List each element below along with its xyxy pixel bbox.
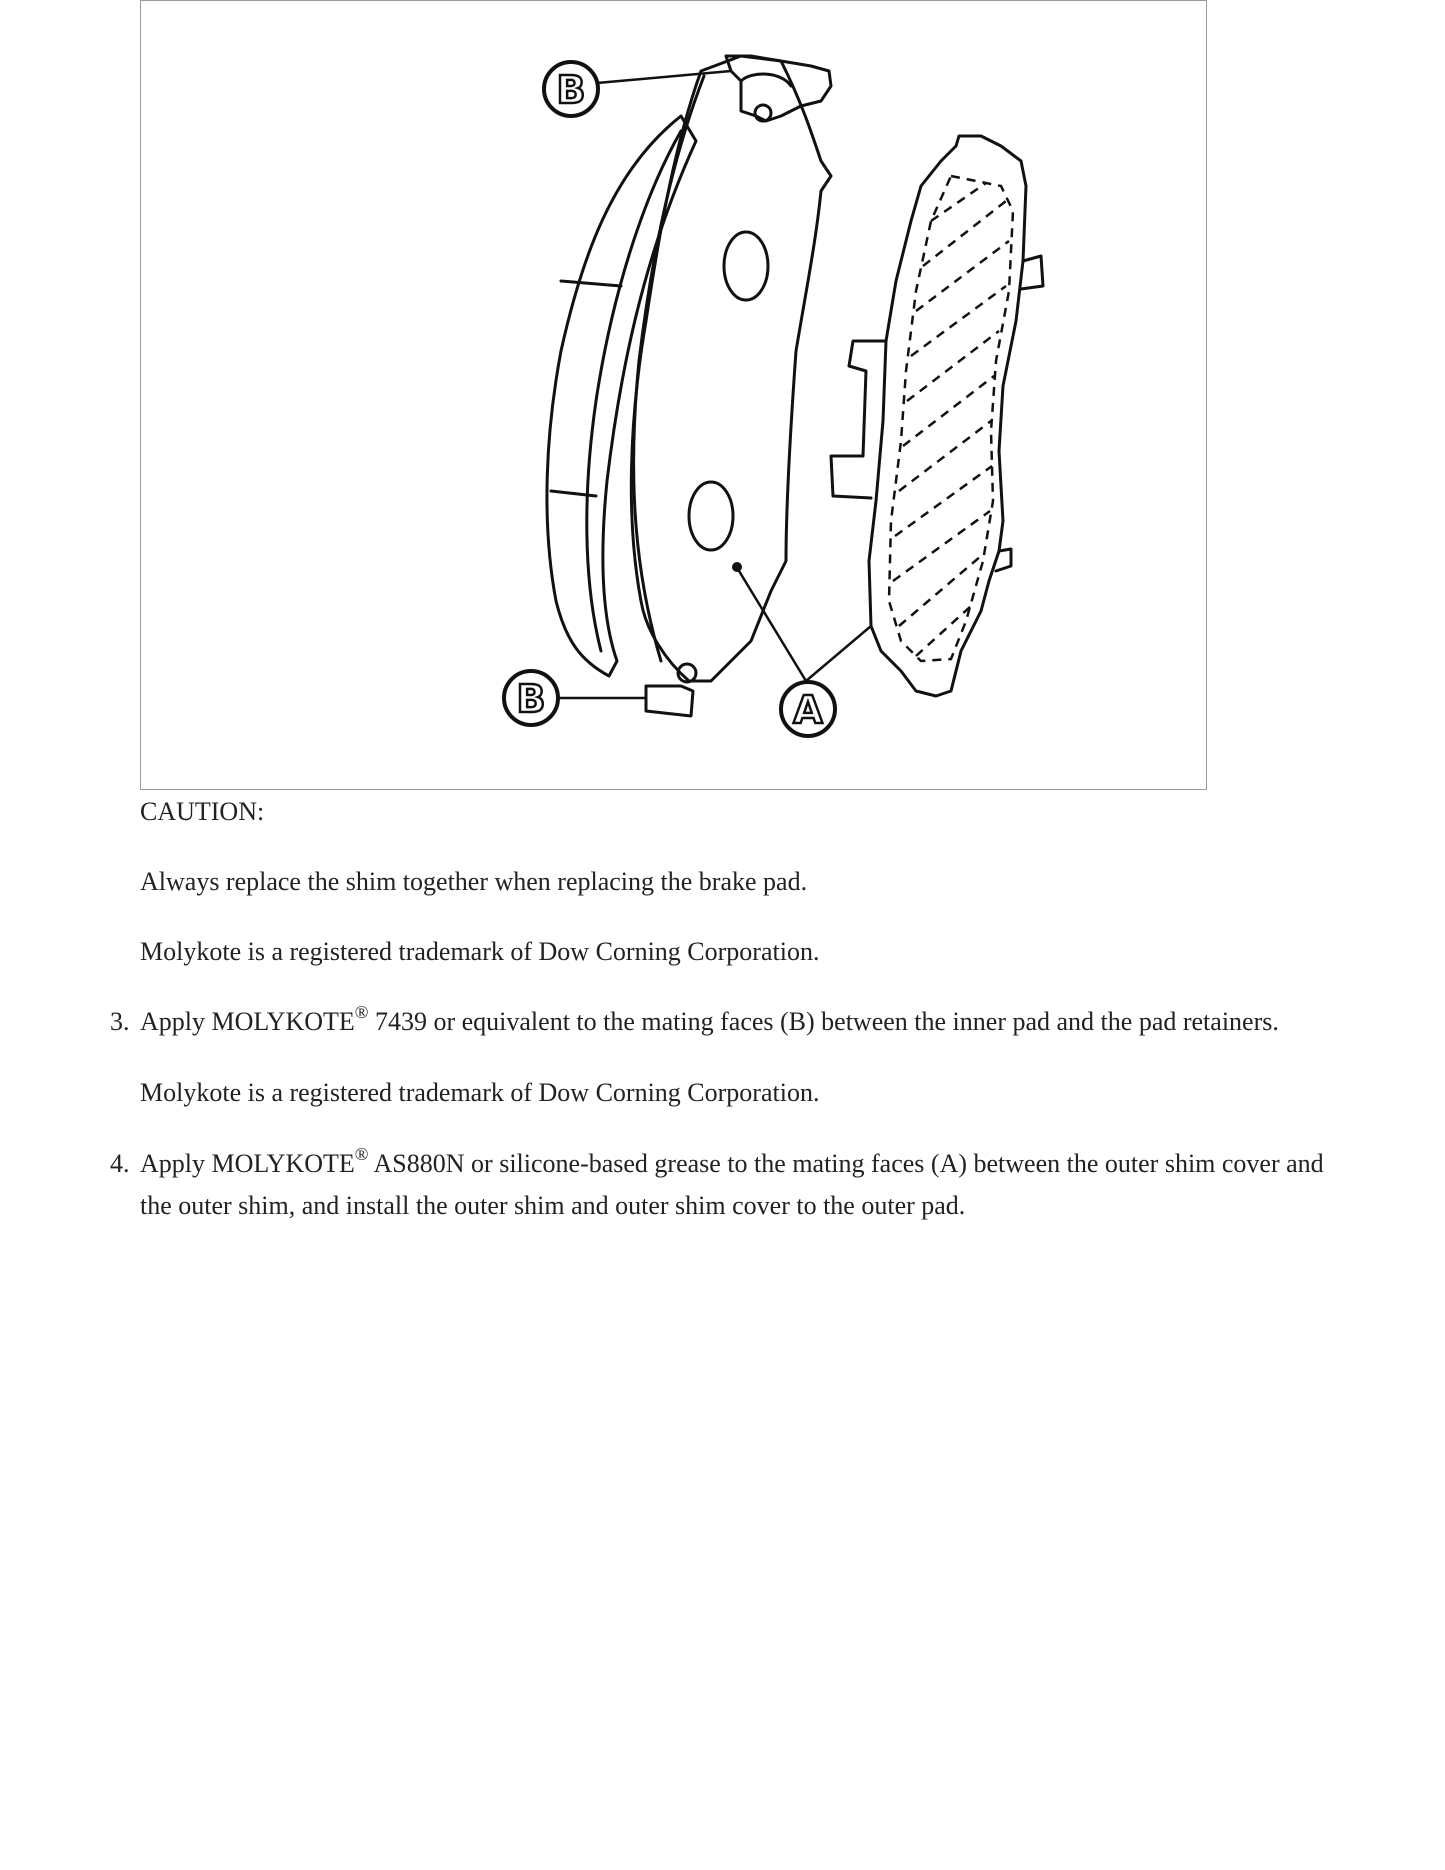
inner-pad-outline [547,116,696,676]
shim-hole-upper [724,232,768,300]
registered-symbol: ® [354,1144,369,1165]
step-3 [110,1001,1340,1043]
step-4 [110,1143,1340,1227]
outer-pad-friction-area [889,176,1013,661]
callout-a-leader-shim [736,566,806,681]
callout-b-upper-leader [597,71,731,83]
callout-b-lower-label: B [516,677,546,721]
trademark-note: Molykote is a registered trademark of Dow Corning Corporation. [140,1078,820,1107]
step-lead: Apply [140,1007,212,1036]
outer-pad-outline [869,136,1026,696]
registered-symbol: ® [354,1002,369,1023]
trademark-note: Molykote is a registered trademark of Dow Corning Corporation. [140,937,820,966]
shim-hole-lower [689,482,733,550]
step-text: AS880N or silicone-based grease to the mating faces (A) between the outer shim cover and the outer shim, and install the outer shim and outer shim cover to the outer pad. [140,1149,1324,1220]
callout-a-label: A [793,688,823,732]
brand-name: MOLYKOTE [211,1149,355,1178]
callout-a-leader-pad [806,626,871,681]
brake-pad-drawing [141,1,1208,791]
step-text: 7439 or equivalent to the mating faces (B) between the inner pad and the pad retainers. [368,1007,1279,1036]
inner-shim-outline [631,56,831,681]
step-lead: Apply [140,1149,212,1178]
caution-text: Always replace the shim together when replacing the brake pad. [140,867,808,896]
lower-pad-retainer [646,686,693,716]
step-number: 4. [110,1149,130,1178]
brand-name: MOLYKOTE [211,1007,355,1036]
caution-label: CAUTION: [140,797,265,826]
callout-b-upper-label: B [556,68,586,112]
upper-pad-retainer [726,56,831,121]
brake-pad-illustration [140,0,1207,790]
step-number: 3. [110,1007,130,1036]
